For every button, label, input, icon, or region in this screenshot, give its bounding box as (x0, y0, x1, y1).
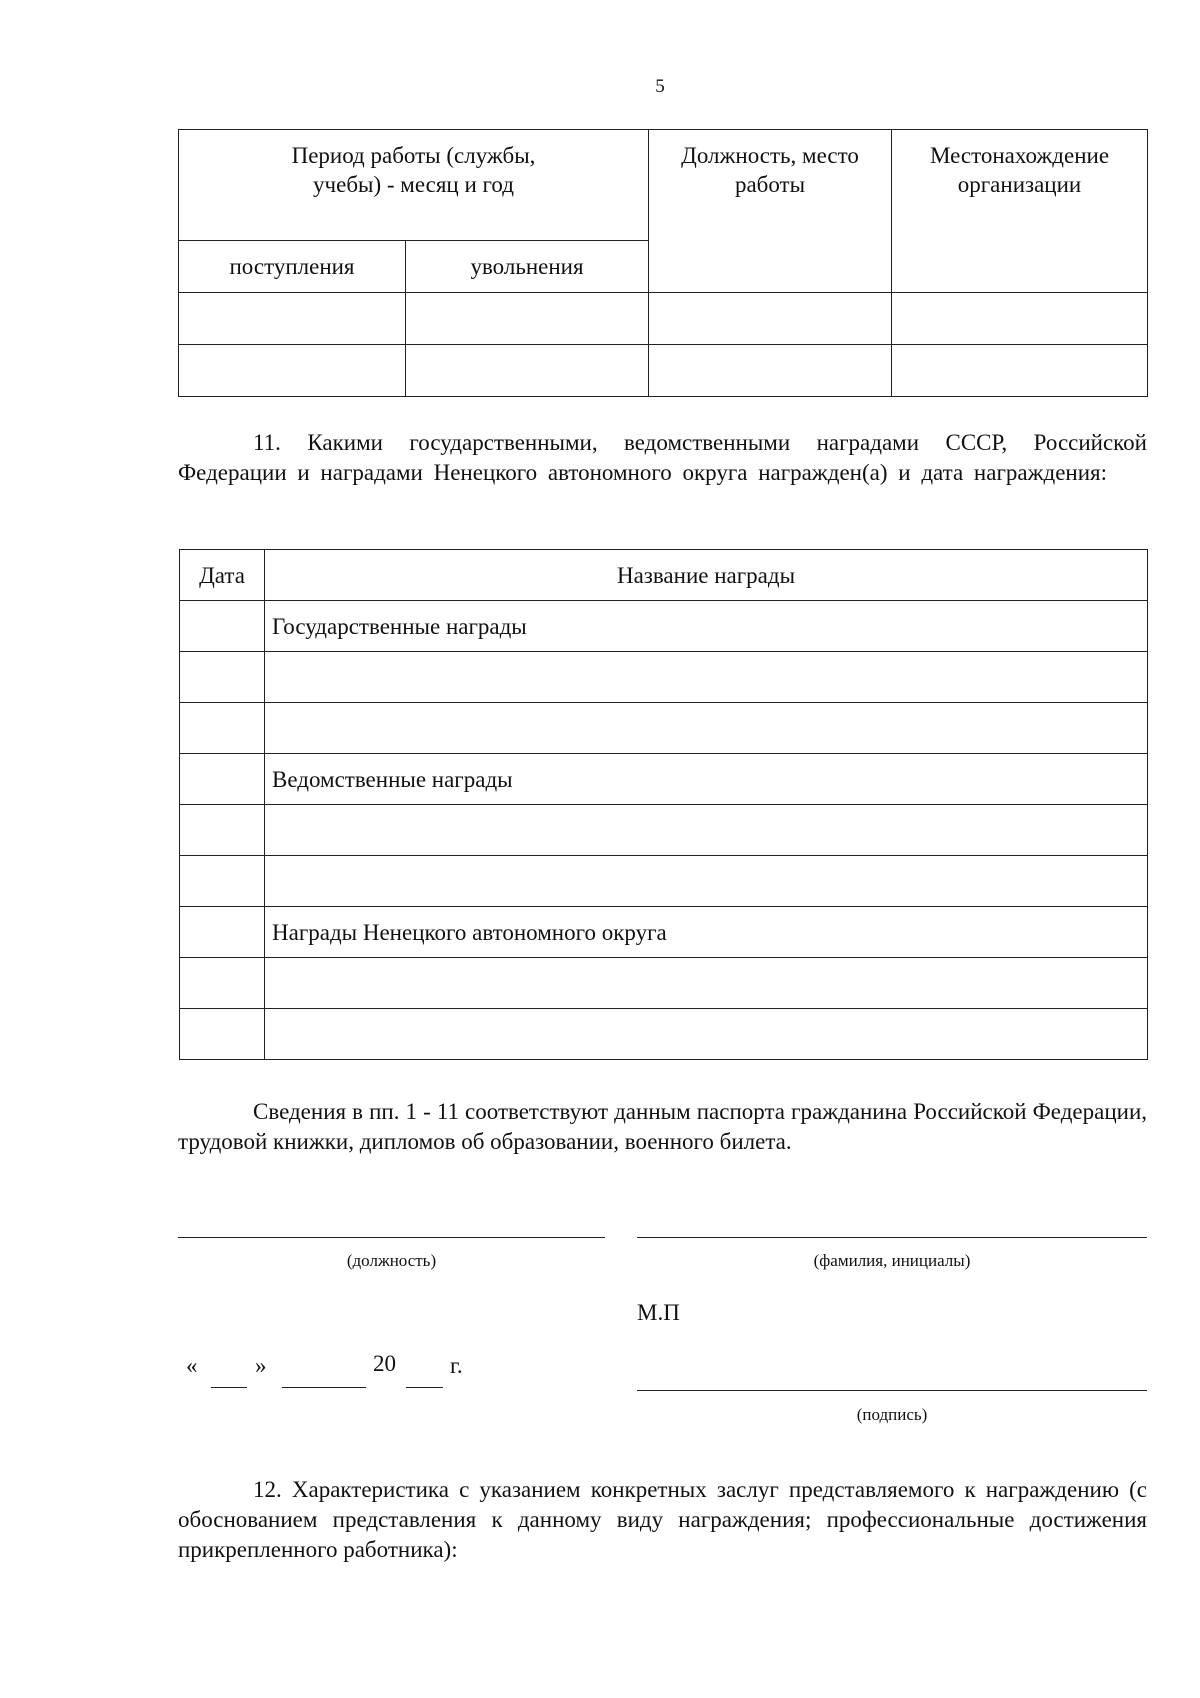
position-line[interactable] (178, 1237, 605, 1238)
table-cell[interactable] (265, 958, 1148, 1009)
table-row (180, 601, 1148, 652)
header-period-text: Период работы (службы, учебы) - месяц и год (291, 143, 536, 197)
page-number: 5 (655, 76, 665, 97)
table-cell[interactable] (649, 345, 892, 397)
awards-table (179, 549, 1148, 1060)
table-cell[interactable] (179, 345, 406, 397)
table-cell[interactable] (180, 805, 265, 856)
confirmation-text: Сведения в пп. 1 - 11 соответствуют данным паспорта гражданина Российской Федерации, трудовой книжки, дипломов об образовании, военного билета. (178, 1099, 1147, 1154)
table-cell[interactable] (180, 1009, 265, 1060)
table-cell[interactable] (406, 293, 649, 345)
subheader-end: увольнения (406, 241, 649, 293)
table-row (179, 345, 1148, 397)
table-cell[interactable] (180, 601, 265, 652)
signature-line[interactable] (637, 1390, 1147, 1391)
section-11-text: 11. Какими государственными, ведомственными наградами СССР, Российской Федерации и наградами Ненецкого автономного округа награжден(а) и дата награждения: (178, 430, 1147, 485)
name-caption: (фамилия, инициалы) (813, 1251, 971, 1270)
table-cell[interactable] (265, 652, 1148, 703)
year-line[interactable] (406, 1387, 443, 1388)
table-cell[interactable] (180, 652, 265, 703)
year-prefix: 20 (373, 1351, 396, 1376)
header-location (892, 130, 1148, 293)
table-row (179, 293, 1148, 345)
position-caption: (должность) (346, 1251, 437, 1270)
table-cell[interactable] (180, 907, 265, 958)
subheader-start: поступления (179, 241, 406, 293)
category-departmental-awards: Ведомственные награды (265, 754, 1148, 805)
category-state-awards: Государственные награды (265, 601, 1148, 652)
header-location-text: Местонахождение организации (929, 143, 1110, 197)
table-cell[interactable] (649, 293, 892, 345)
year-suffix: г. (450, 1353, 463, 1378)
table-row (180, 703, 1148, 754)
signature-caption: (подпись) (856, 1405, 928, 1424)
name-line[interactable] (637, 1237, 1147, 1238)
table-cell[interactable] (265, 703, 1148, 754)
header-period (179, 130, 649, 241)
date-quote-close: » (255, 1353, 267, 1378)
table-cell[interactable] (265, 805, 1148, 856)
table-cell[interactable] (180, 958, 265, 1009)
table-row (180, 754, 1148, 805)
table-row (180, 907, 1148, 958)
date-quote-open: « (186, 1353, 198, 1378)
table-row (180, 805, 1148, 856)
table-cell[interactable] (265, 1009, 1148, 1060)
table-row (180, 1009, 1148, 1060)
header-position-text: Должность, место работы (681, 143, 859, 197)
table-cell[interactable] (892, 293, 1148, 345)
table-cell[interactable] (892, 345, 1148, 397)
table-cell[interactable] (180, 856, 265, 907)
category-nao-awards: Награды Ненецкого автономного округа (265, 907, 1148, 958)
day-line[interactable] (211, 1387, 247, 1388)
stamp-label: М.П (637, 1300, 680, 1325)
table-cell[interactable] (406, 345, 649, 397)
header-award-name: Название награды (265, 550, 1148, 601)
table-cell[interactable] (265, 856, 1148, 907)
month-line[interactable] (282, 1387, 366, 1388)
table-row (180, 856, 1148, 907)
table-row (180, 958, 1148, 1009)
table-cell[interactable] (180, 754, 265, 805)
table-row (180, 652, 1148, 703)
table-cell[interactable] (179, 293, 406, 345)
section-12-text: 12. Характеристика с указанием конкретных заслуг представляемого к награждению (с обоснованием представления к данному виду награждения; профессиональные достижения прикрепленного работника): (178, 1477, 1147, 1562)
header-position (649, 130, 892, 293)
header-date: Дата (180, 550, 265, 601)
awards-header-row (180, 550, 1148, 601)
table-cell[interactable] (180, 703, 265, 754)
work-history-table (178, 129, 1148, 397)
